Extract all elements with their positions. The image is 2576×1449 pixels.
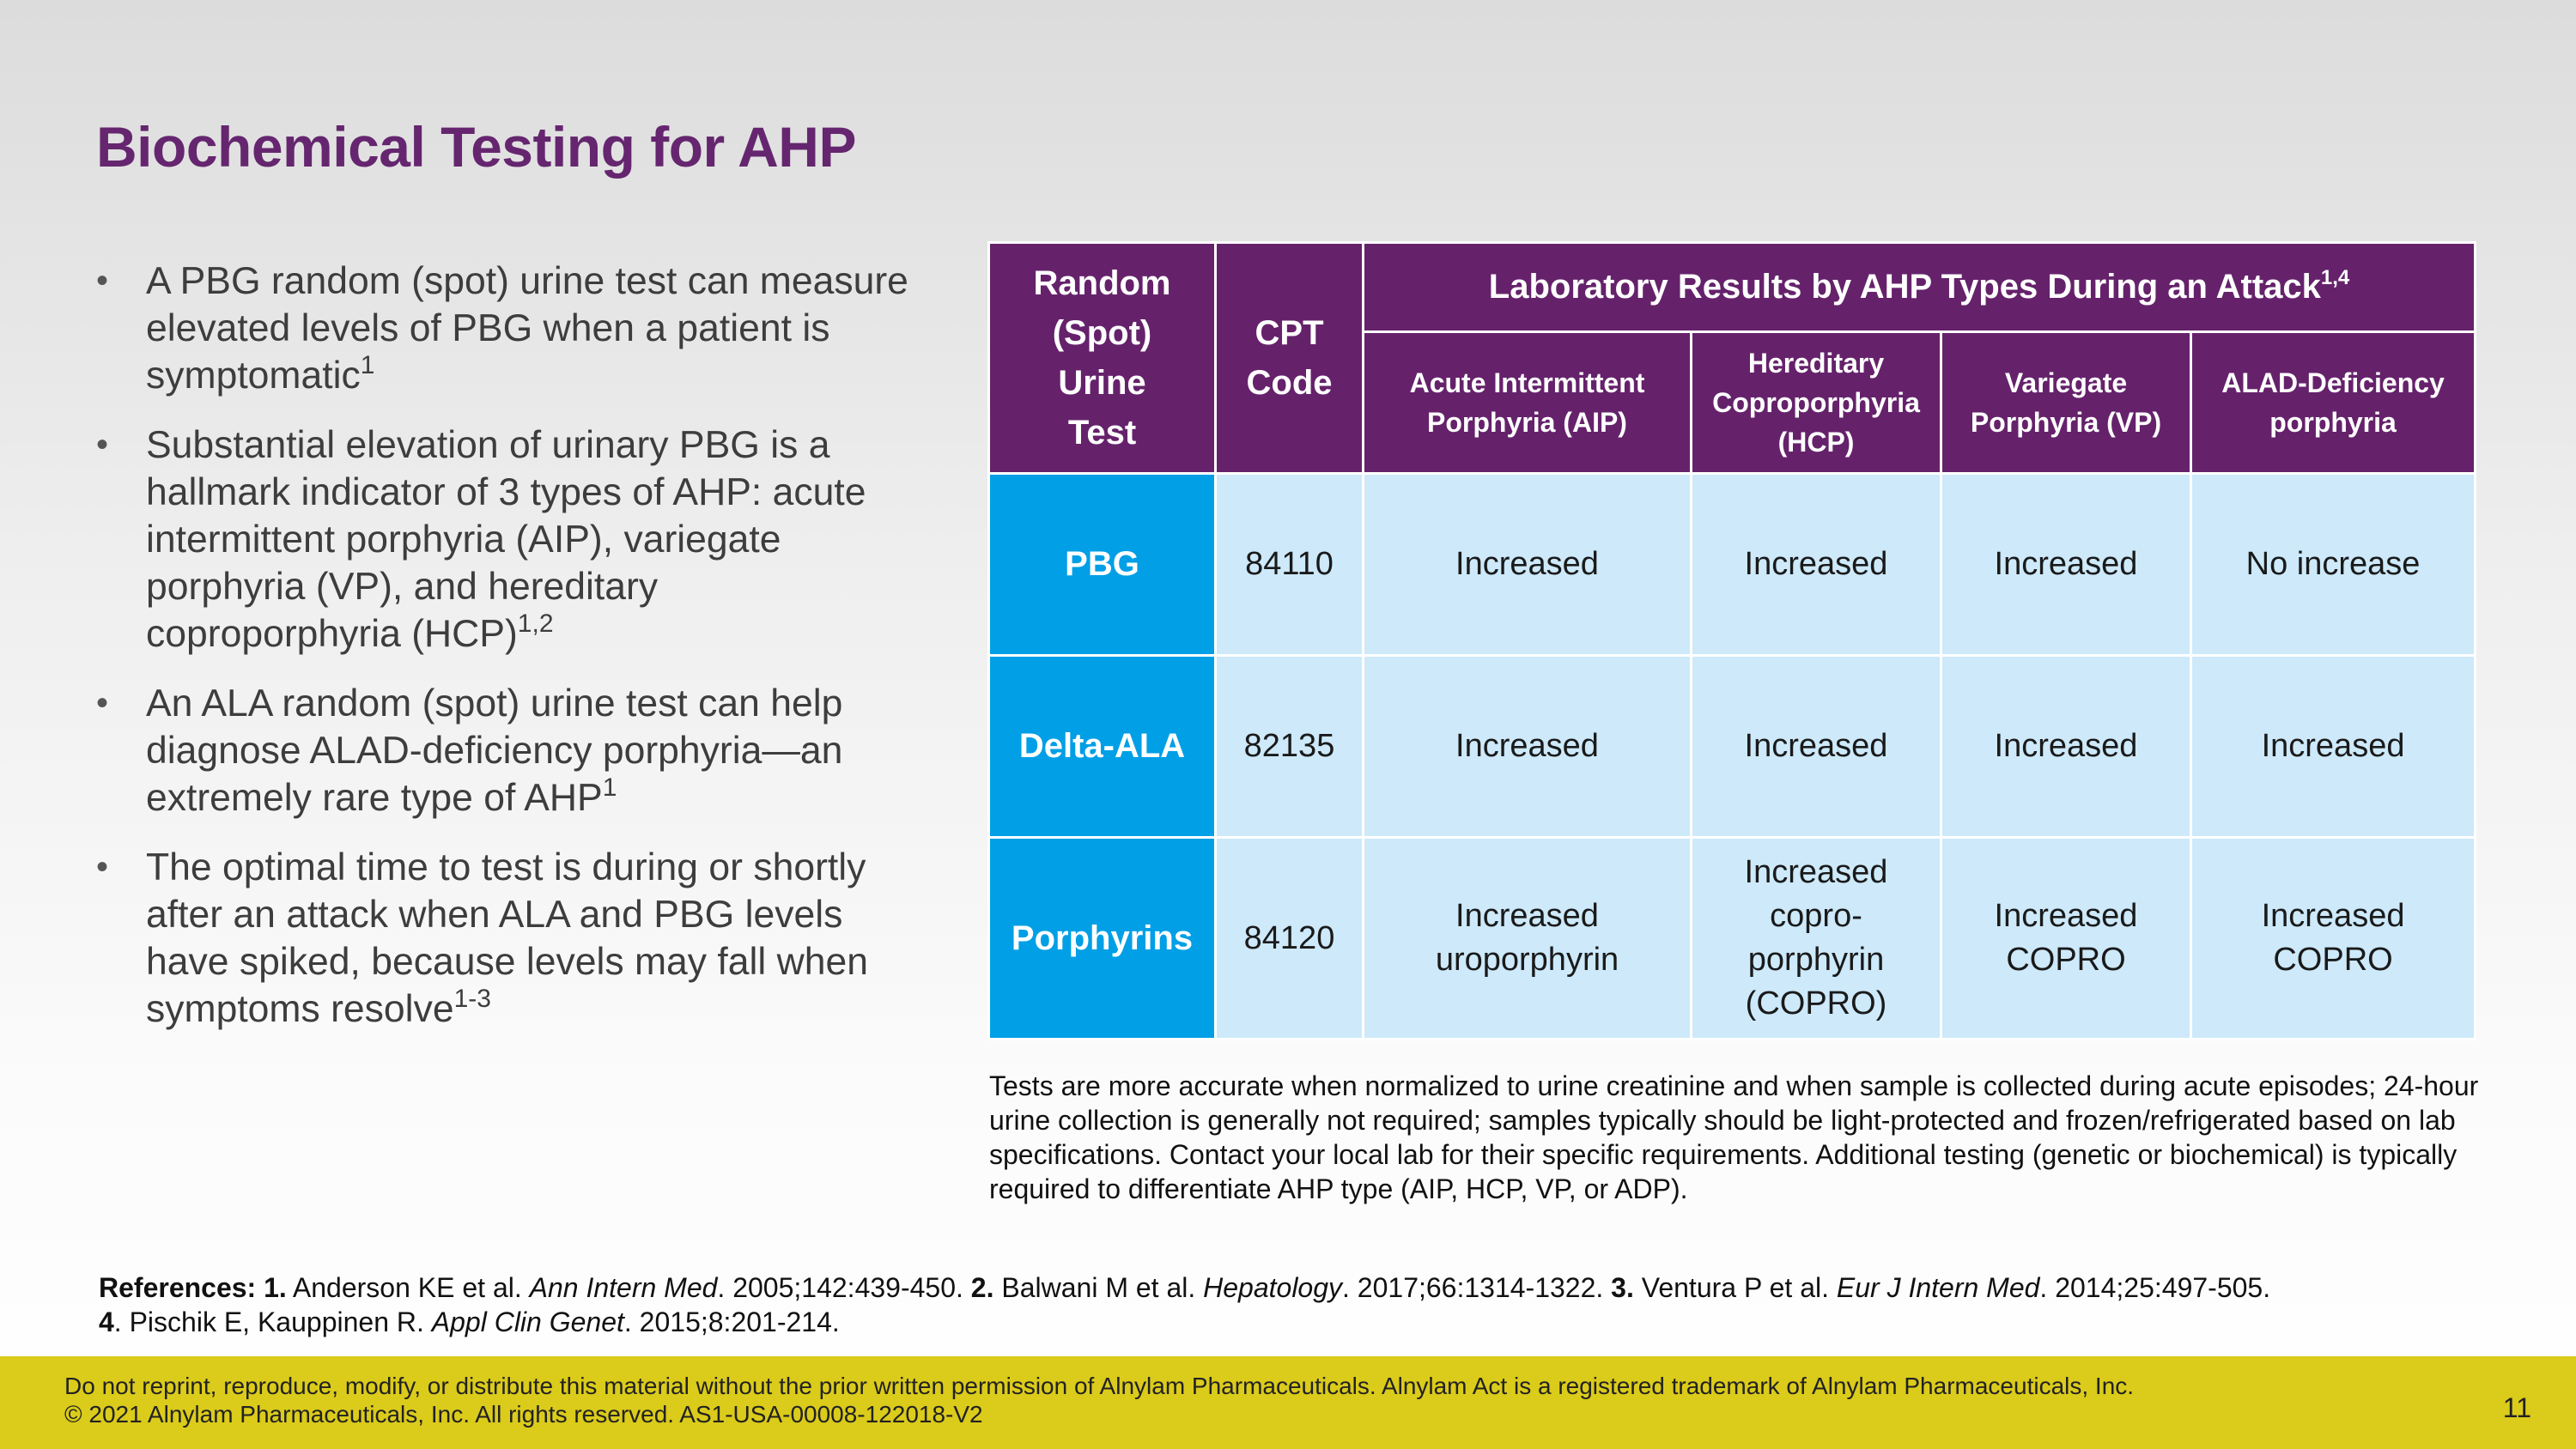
result-cell-hcp: Increased xyxy=(1692,474,1941,656)
table-footnote: Tests are more accurate when normalized to urine creatinine and when sample is collected during acute episodes; 24-hour urine collection is generally not required; samples typically should be light-protected and frozen/refrigerated based on lab specifications. Contact your local lab for their specific requirements. Additional testing (genetic or biochemical) is typically required to differentiate AHP type (AIP, HCP, VP, or ADP). xyxy=(989,1070,2479,1204)
ref-cite: . 2014;25:497-505. xyxy=(2039,1272,2271,1303)
result-cell-aip: Increased uroporphyrin xyxy=(1364,838,1692,1040)
cpt-code-cell: 82135 xyxy=(1216,656,1364,838)
row-label-pbg: PBG xyxy=(989,474,1216,656)
cpt-code-cell: 84120 xyxy=(1216,838,1364,1040)
table-row xyxy=(989,656,2476,838)
result-cell-alad: No increase xyxy=(2191,474,2476,656)
result-cell-alad: Increased xyxy=(2191,656,2476,838)
ref-journal: Appl Clin Genet xyxy=(431,1307,624,1337)
ref-cite: . 2015;8:201-214. xyxy=(623,1307,840,1337)
citation-sup: 1 xyxy=(360,351,375,379)
header-lab-results xyxy=(1364,243,2476,332)
ref-authors: . Pischik E, Kauppinen R. xyxy=(113,1307,424,1337)
legal-line-2: © 2021 Alnylam Pharmaceuticals, Inc. All rights reserved. AS1-USA-00008-122018-V2 xyxy=(64,1401,983,1428)
ref-journal: Ann Intern Med xyxy=(529,1272,718,1303)
result-cell-hcp: Increased copro- porphyrin (COPRO) xyxy=(1692,838,1941,1040)
bullet-item xyxy=(96,844,920,1033)
bullet-text: A PBG random (spot) urine test can measure elevated levels of PBG when a patient is symptomatic xyxy=(146,260,908,397)
result-cell-vp: Increased xyxy=(1941,474,2191,656)
legal-line-1: Do not reprint, reproduce, modify, or distribute this material without the prior written permission of Alnylam Pharmaceuticals. Alnylam Act is a registered trademark of Alnylam Pharmaceuticals, Inc. xyxy=(64,1373,2135,1399)
lab-results-table xyxy=(987,241,2476,1040)
result-cell-hcp: Increased xyxy=(1692,656,1941,838)
bullet-text: Substantial elevation of urinary PBG is a hallmark indicator of 3 types of AHP: acute intermittent porphyria (AIP), variegate porphyria (VP), and hereditary coproporphyria (HCP) xyxy=(146,424,866,655)
ref-number: 1. xyxy=(264,1272,287,1303)
bullet-text: An ALA random (spot) urine test can help diagnose ALAD-deficiency porphyria—an extremely rare type of AHP xyxy=(146,682,843,819)
references xyxy=(99,1270,2520,1339)
bullet-dot-icon: • xyxy=(96,262,109,300)
result-cell-alad: Increased COPRO xyxy=(2191,838,2476,1040)
result-cell-aip: Increased xyxy=(1364,656,1692,838)
result-cell-vp: Increased xyxy=(1941,656,2191,838)
footer-bar xyxy=(0,1356,2576,1449)
bullet-dot-icon: • xyxy=(96,848,109,886)
page-title: Biochemical Testing for AHP xyxy=(96,115,856,179)
table-row xyxy=(989,474,2476,656)
citation-sup: 1,2 xyxy=(517,609,554,638)
row-label-porphyrins: Porphyrins xyxy=(989,838,1216,1040)
header-cpt-code: CPT Code xyxy=(1216,243,1364,474)
bullet-dot-icon: • xyxy=(96,426,109,464)
citation-sup: 1-3 xyxy=(453,985,491,1013)
cpt-code-cell: 84110 xyxy=(1216,474,1364,656)
ref-journal: Eur J Intern Med xyxy=(1836,1272,2040,1303)
subheader-vp: Variegate Porphyria (VP) xyxy=(1941,332,2191,474)
bullet-text: The optimal time to test is during or shortly after an attack when ALA and PBG levels have spiked, because levels may fall when symptoms resolve xyxy=(146,846,869,1030)
result-cell-aip: Increased xyxy=(1364,474,1692,656)
page-number: 11 xyxy=(2502,1392,2531,1423)
ref-number: 2. xyxy=(970,1272,994,1303)
references-label: References: xyxy=(99,1272,257,1303)
ref-number: 3. xyxy=(1611,1272,1634,1303)
ref-authors: Ventura P et al. xyxy=(1641,1272,1829,1303)
ref-authors: Anderson KE et al. xyxy=(292,1272,522,1303)
result-cell-vp: Increased COPRO xyxy=(1941,838,2191,1040)
subheader-aip: Acute Intermittent Porphyria (AIP) xyxy=(1364,332,1692,474)
header-test: Random (Spot) Urine Test xyxy=(989,243,1216,474)
ref-number: 4 xyxy=(99,1307,114,1337)
ref-cite: . 2005;142:439-450. xyxy=(717,1272,963,1303)
subheader-hcp: Hereditary Coproporphyria (HCP) xyxy=(1692,332,1941,474)
bullet-item xyxy=(96,258,920,399)
ref-cite: . 2017;66:1314-1322. xyxy=(1342,1272,1604,1303)
header-lab-results-text: Laboratory Results by AHP Types During an Attack xyxy=(1488,268,2321,306)
bullet-list xyxy=(96,258,920,1055)
bullet-dot-icon: • xyxy=(96,684,109,722)
table-row xyxy=(989,838,2476,1040)
header-citation-sup: 1,4 xyxy=(2320,266,2350,289)
ref-authors: Balwani M et al. xyxy=(1001,1272,1196,1303)
bullet-item xyxy=(96,680,920,822)
subheader-alad: ALAD-Deficiency porphyria xyxy=(2191,332,2476,474)
ref-journal: Hepatology xyxy=(1203,1272,1343,1303)
legal-text xyxy=(64,1372,2134,1428)
bullet-item xyxy=(96,421,920,658)
citation-sup: 1 xyxy=(602,773,617,802)
row-label-delta-ala: Delta-ALA xyxy=(989,656,1216,838)
